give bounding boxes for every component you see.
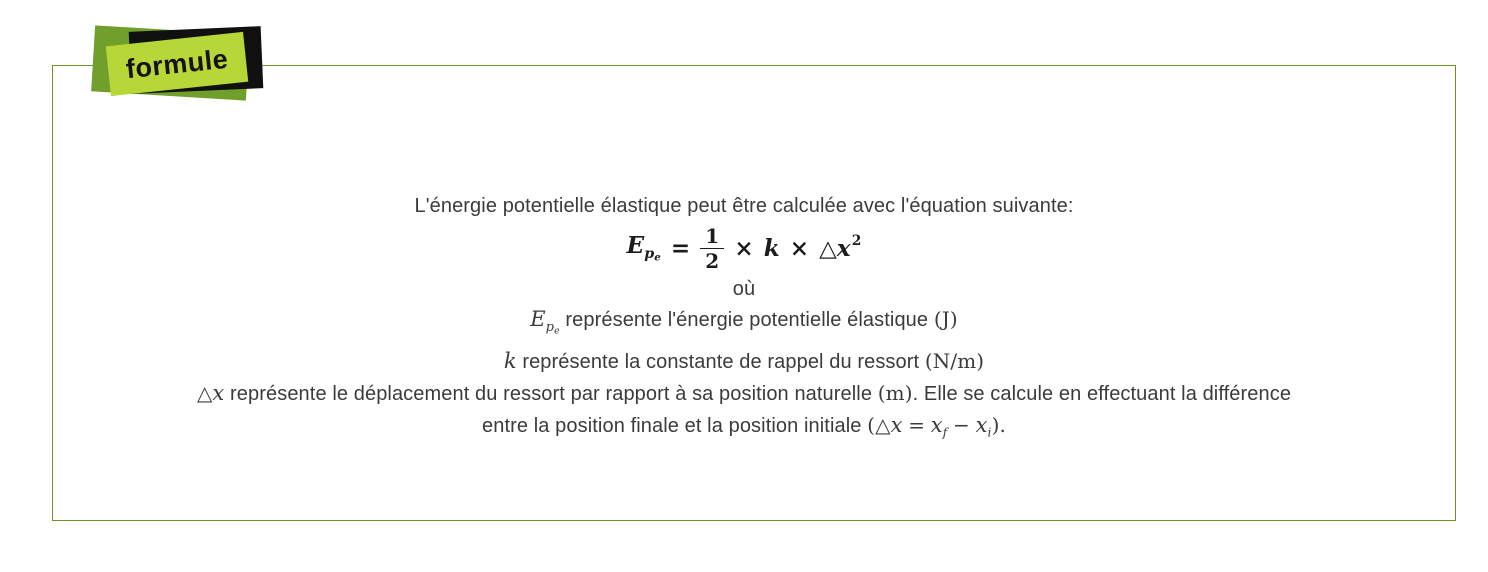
delta-x-line2-text: entre la position finale et la position initiale — [482, 414, 862, 437]
one-half-fraction: $\frac{1}{2}$ — [700, 225, 724, 272]
unit-and-rest: (m). Elle se calcule en effectuant la différence — [877, 380, 1292, 405]
formula-card-content — [60, 190, 1428, 447]
formule-badge — [90, 24, 280, 108]
badge-label: formule — [124, 43, 230, 84]
definition-k — [60, 346, 1428, 378]
epe-definition-text: représente l'énergie potentielle élastique — [565, 309, 929, 331]
unit-metres: (m) — [877, 380, 913, 405]
delta-x-definition-text: représente le déplacement du ressort par rapport à sa position naturelle — [230, 382, 873, 405]
delta-x-squared: $\triangle x^2$ — [819, 232, 862, 262]
unit-joules: (J) — [933, 307, 958, 331]
unit-newtons-per-metre: (N/m) — [924, 348, 985, 373]
definition-epe — [60, 304, 1428, 346]
definition-delta-x-line2 — [60, 410, 1428, 447]
where-word: où — [732, 278, 756, 300]
spring-constant-symbol: k — [763, 234, 780, 262]
times-sign: × — [734, 234, 754, 262]
equation-lhs: $E_{pe}$ — [626, 232, 661, 264]
k-definition-text: représente la constante de rappel du ressort — [522, 350, 920, 373]
elastic-potential-energy-equation — [60, 222, 1428, 274]
definition-delta-x-line1 — [60, 378, 1428, 410]
times-sign-2: × — [789, 234, 810, 262]
equals-sign: = — [670, 234, 691, 262]
intro-text: L'énergie potentielle élastique peut être calculée avec l'équation suivante: — [414, 195, 1074, 217]
k-symbol: k — [503, 348, 517, 373]
epe-symbol: $E_{pe}$ — [530, 307, 560, 336]
delta-x-inline-equation: (△x = $x_f - x_i$). — [867, 412, 1006, 440]
delta-x-symbol: △x — [196, 380, 225, 405]
